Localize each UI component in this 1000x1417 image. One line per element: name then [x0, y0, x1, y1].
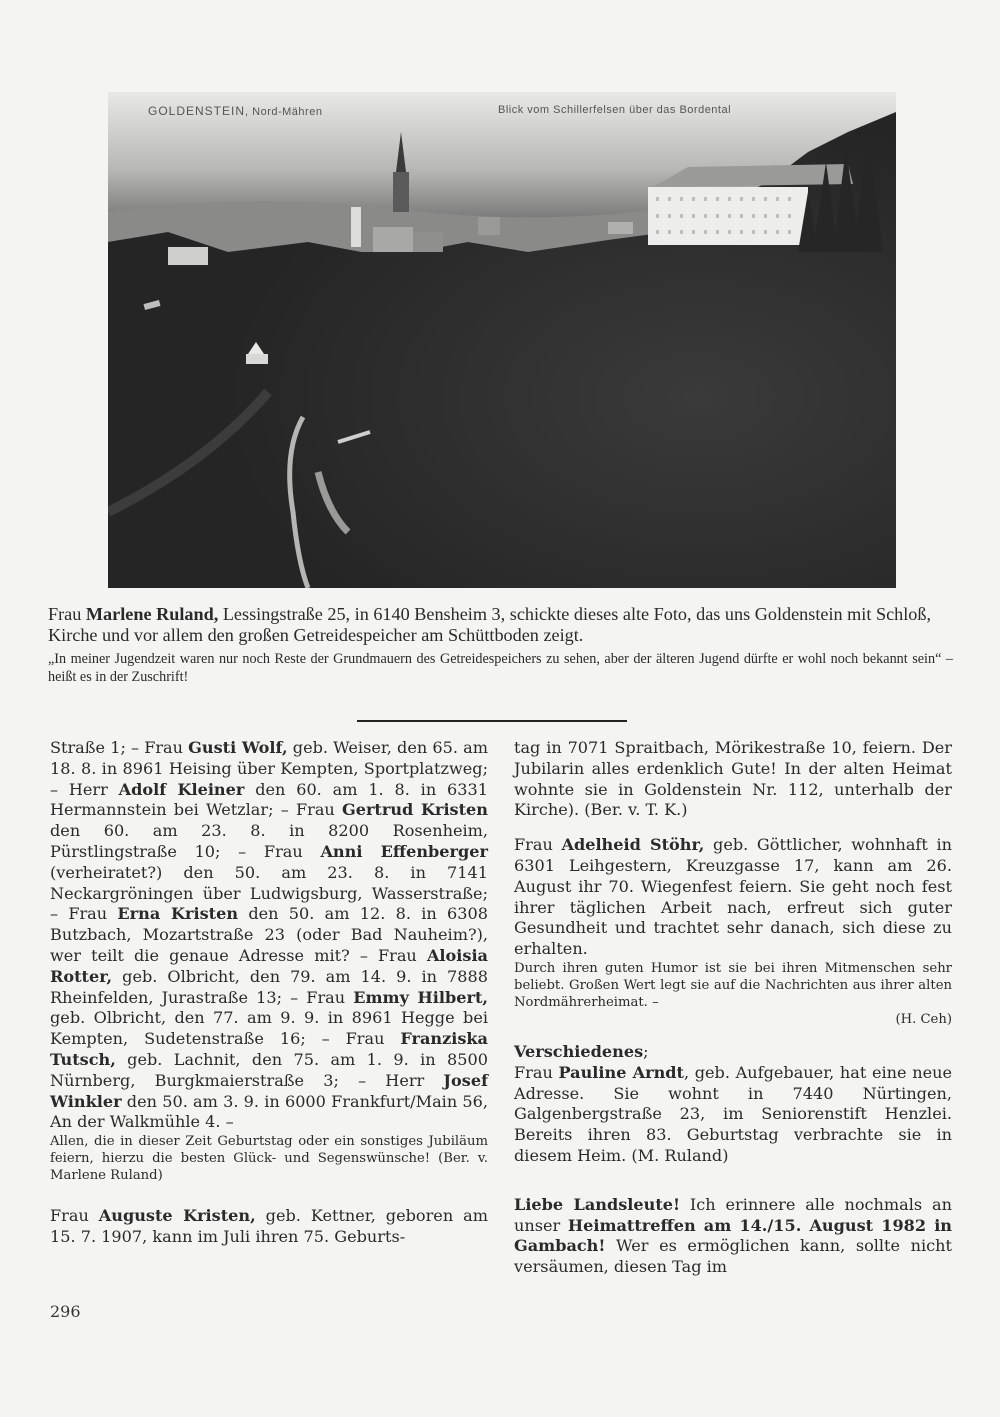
bold-name: Gertrud Kristen [341, 800, 488, 820]
photo-caption-town: GOLDENSTEIN [148, 104, 246, 118]
right-column [514, 738, 952, 1278]
page-number: 296 [50, 1302, 81, 1321]
photo-caption-view: Blick vom Schillerfelsen über das Bordental [498, 104, 732, 116]
photo-caption-location [148, 104, 322, 118]
bold-name: Heimattreffen am 14./15. August 1982 in Gambach! [514, 1215, 953, 1256]
section-heading-text: Verschiedenes [514, 1041, 644, 1061]
photo-description [48, 604, 953, 686]
historic-photo-goldenstein [108, 92, 896, 588]
section-heading-suffix: ; [643, 1041, 649, 1061]
bold-name: Adelheid Stöhr, [561, 835, 705, 855]
caption-intro [48, 604, 953, 646]
pauline-arndt-paragraph: Frau Pauline Arndt, geb. Aufgebauer, hat eine neue Adresse. Sie wohnt in 7440 Nürtingen, Galgenbergstraße 23, im Seniorenstift Henzlei. Bereits ihren 83. Geburtstag verbrachte sie in diesem Heim. (M. Ruland) [514, 1062, 952, 1165]
bold-name: Pauline Arndt [558, 1062, 684, 1082]
bold-name: Aloisia Rotter, [50, 945, 488, 986]
bold-name: Auguste Kristen, [98, 1206, 256, 1226]
bold-name: Franziska Tutsch, [50, 1029, 488, 1069]
caption-person-name: Marlene Ruland, [85, 604, 219, 624]
section-heading-verschiedenes [514, 1042, 952, 1063]
photo-illustration [108, 92, 896, 588]
bold-name: Gusti Wolf, [188, 738, 288, 757]
author-credit-h-ceh: (H. Ceh) [895, 1011, 952, 1027]
bold-name: Erna Kristen [117, 904, 239, 924]
caption-quote: „In meiner Jugendzeit waren nur noch Reste der Grundmauern des Getreidespeichers zu sehen, aber der älteren Jugend dürfte er wohl noch bekannt sein“ – heißt es in der Zuschrift! [48, 651, 953, 685]
bold-name: Anni Effenberger [320, 841, 488, 861]
bold-name: Josef Winkler [50, 1070, 488, 1111]
section-divider [357, 720, 627, 722]
bold-name: Emmy Hilbert, [353, 987, 488, 1007]
bold-name: Liebe Landsleute! [514, 1194, 681, 1214]
left-column [50, 738, 488, 1248]
auguste-kristen-continued: tag in 7071 Spraitbach, Mörikestraße 10, feiern. Der Jubilarin alles erdenklich Gute! In der alten Heimat wohnte sie in Goldenstein Nr. 112, unterhalb der Kirche). (Ber. v. T. K.) [514, 738, 952, 820]
adelheid-stoehr-note: Durch ihren guten Humor ist sie bei ihren Mitmenschen sehr beliebt. Großen Wert legt sie auf die Nachrichten aus ihrer alten Nordmährerheimat. – [514, 960, 952, 1010]
birthday-list-paragraph: Straße 1; – Frau Gusti Wolf, geb. Weiser, den 65. am 18. 8. in 8961 Heising über Kempten, Sportplatzweg; – Herr Adolf Kleiner den 60. am 1. 8. in 6331 Hermannstein bei Wetzlar; – Frau Gertrud Kristen den 60. am 23. 8. in 8200 Rosenheim, Pürstlingstraße 10; – Frau Anni Effenberger (verheiratet?) den 50. am 23. 8. in 7141 Neckargröningen über Ludwigsburg, Wasserstraße; – Frau Erna Kristen den 50. am 12. 8. in 6308 Butzbach, Mozartstraße 23 (oder Bad Nauheim?), wer teilt die genaue Adresse mit? – Frau Aloisia Rotter, geb. Olbricht, den 79. am 14. 9. in 7888 Rheinfelden, Jurastraße 13; – Frau Emmy Hilbert, geb. Olbricht, den 77. am 9. 9. in 8961 Hegge bei Kempten, Sudetenstraße 16; – Frau Franziska Tutsch, geb. Lachnit, den 75. am 1. 9. in 8500 Nürnberg, Burgkmaierstraße 3; – Herr Josef Winkler den 50. am 3. 9. in 6000 Frankfurt/Main 56, An der Walkmühle 4. – [50, 738, 488, 1132]
caption-prefix: Frau [48, 604, 86, 624]
bold-name: Adolf Kleiner [118, 779, 245, 799]
birthday-wishes-note: Allen, die in dieser Zeit Geburtstag oder ein sonstiges Jubiläum feiern, hierzu die besten Glück- und Segenswünsche! (Ber. v. Marlene Ruland) [50, 1134, 488, 1184]
photo-caption-region: , Nord-Mähren [245, 106, 323, 118]
heimattreffen-announcement: Liebe Landsleute! Ich erinnere alle nochmals an unser Heimattreffen am 14./15. August 1982 in Gambach! Wer es ermöglichen kann, sollte nicht versäumen, diesen Tag im [514, 1194, 953, 1277]
auguste-kristen-paragraph: Frau Auguste Kristen, geb. Kettner, geboren am 15. 7. 1907, kann im Juli ihren 75. Geburts- [50, 1206, 488, 1246]
caption-text: Lessingstraße 25, in 6140 Bensheim 3, schickte dieses alte Foto, das uns Goldenstein mit Schloß, Kirche und vor allem den großen Getreidespeicher am Schüttboden zeigt. [48, 604, 932, 645]
adelheid-stoehr-paragraph: Frau Adelheid Stöhr, geb. Göttlicher, wohnhaft in 6301 Leihgestern, Kreuzgasse 17, kann am 26. August ihr 70. Wiegenfest feiern. Sie geht noch fest ihrer täglichen Arbeit nach, erfreut sich guter Gesundheit und trachtet sehr danach, sich diese zu erhalten. [514, 835, 953, 959]
